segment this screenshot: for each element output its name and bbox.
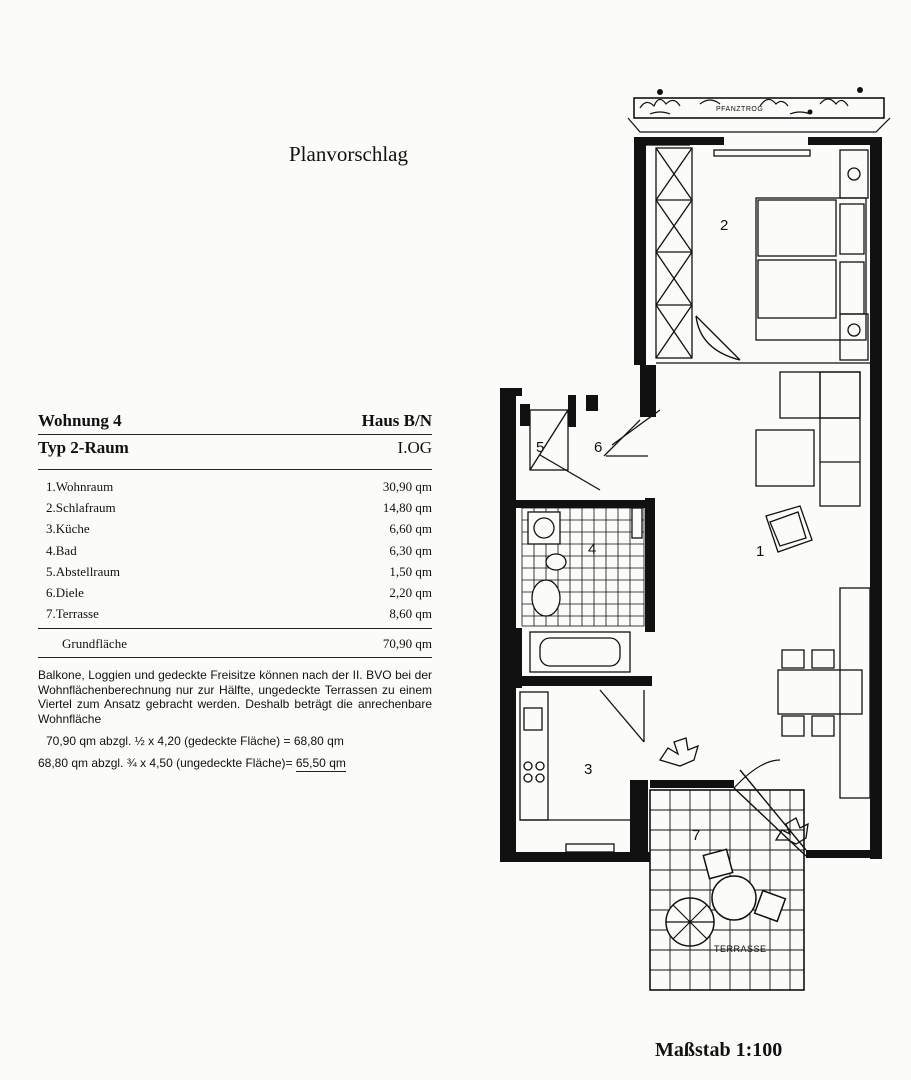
bedroom-furniture — [714, 150, 868, 360]
living-furniture — [660, 372, 870, 844]
note-text: Balkone, Loggien und gedeckte Freisitze können nach der II. BVO bei der Wohnflächenberechnung nur zur Hälfte, ungedeckte Terrassen zu einem Viertel zum Ansatz gebracht werden. Deshalb beträgt die anrechenbare Wohnfläche — [38, 668, 432, 726]
room-number-2: 2 — [720, 217, 729, 234]
room-area: 14,80 qm — [382, 500, 432, 516]
terrace — [650, 760, 806, 990]
room-area: 8,60 qm — [389, 606, 432, 622]
room-label: 1.Wohnraum — [46, 479, 114, 494]
planter — [628, 87, 890, 132]
room-label: 5.Abstellraum — [46, 563, 121, 579]
total-area: 70,90 qm — [382, 636, 432, 652]
apartment-house: Haus B/N — [361, 411, 432, 430]
calc-result: 65,50 qm — [295, 756, 346, 771]
room-area: 1,50 qm — [389, 563, 432, 579]
calc-text: 68,80 qm abzgl. ¾ x 4,50 (ungedeckte Fläche)= — [38, 756, 296, 771]
room-label: 2.Schlafraum — [46, 500, 116, 516]
terrace-label: TERRASSE — [714, 944, 767, 954]
room-area: 6,30 qm — [389, 542, 432, 558]
room-number-6: 6 — [594, 439, 603, 456]
calc-result: 68,80 qm — [293, 734, 344, 749]
room-area: 2,20 qm — [389, 585, 432, 601]
room-area: 30,90 qm — [382, 479, 432, 494]
planter-label: PFANZTROG — [716, 106, 764, 113]
room-number-1: 1 — [756, 543, 765, 560]
total-label: Grundfläche — [62, 636, 127, 652]
room-number-7: 7 — [692, 827, 701, 844]
room-label: 6.Diele — [46, 585, 84, 601]
scale-label: Maßstab 1:100 — [655, 1039, 783, 1061]
room-label: 7.Terrasse — [46, 606, 99, 622]
apartment-floor: I.OG — [397, 438, 432, 457]
room-number-4: 4 — [588, 541, 597, 558]
room-area: 6,60 qm — [389, 521, 432, 537]
room-label: 4.Bad — [46, 542, 77, 558]
calc-text: 70,90 qm abzgl. ½ x 4,20 (gedeckte Fläche) = — [46, 734, 294, 749]
room-number-3: 3 — [584, 761, 593, 778]
interior-lines — [520, 145, 870, 852]
apartment-type: Typ 2-Raum — [38, 438, 129, 457]
plan-title: Planvorschlag — [289, 142, 408, 166]
apartment-name: Wohnung 4 — [38, 411, 122, 430]
room-number-5: 5 — [536, 439, 545, 456]
walls — [500, 137, 882, 862]
bathroom-fixtures — [528, 508, 642, 672]
room-label: 3.Küche — [46, 521, 90, 537]
